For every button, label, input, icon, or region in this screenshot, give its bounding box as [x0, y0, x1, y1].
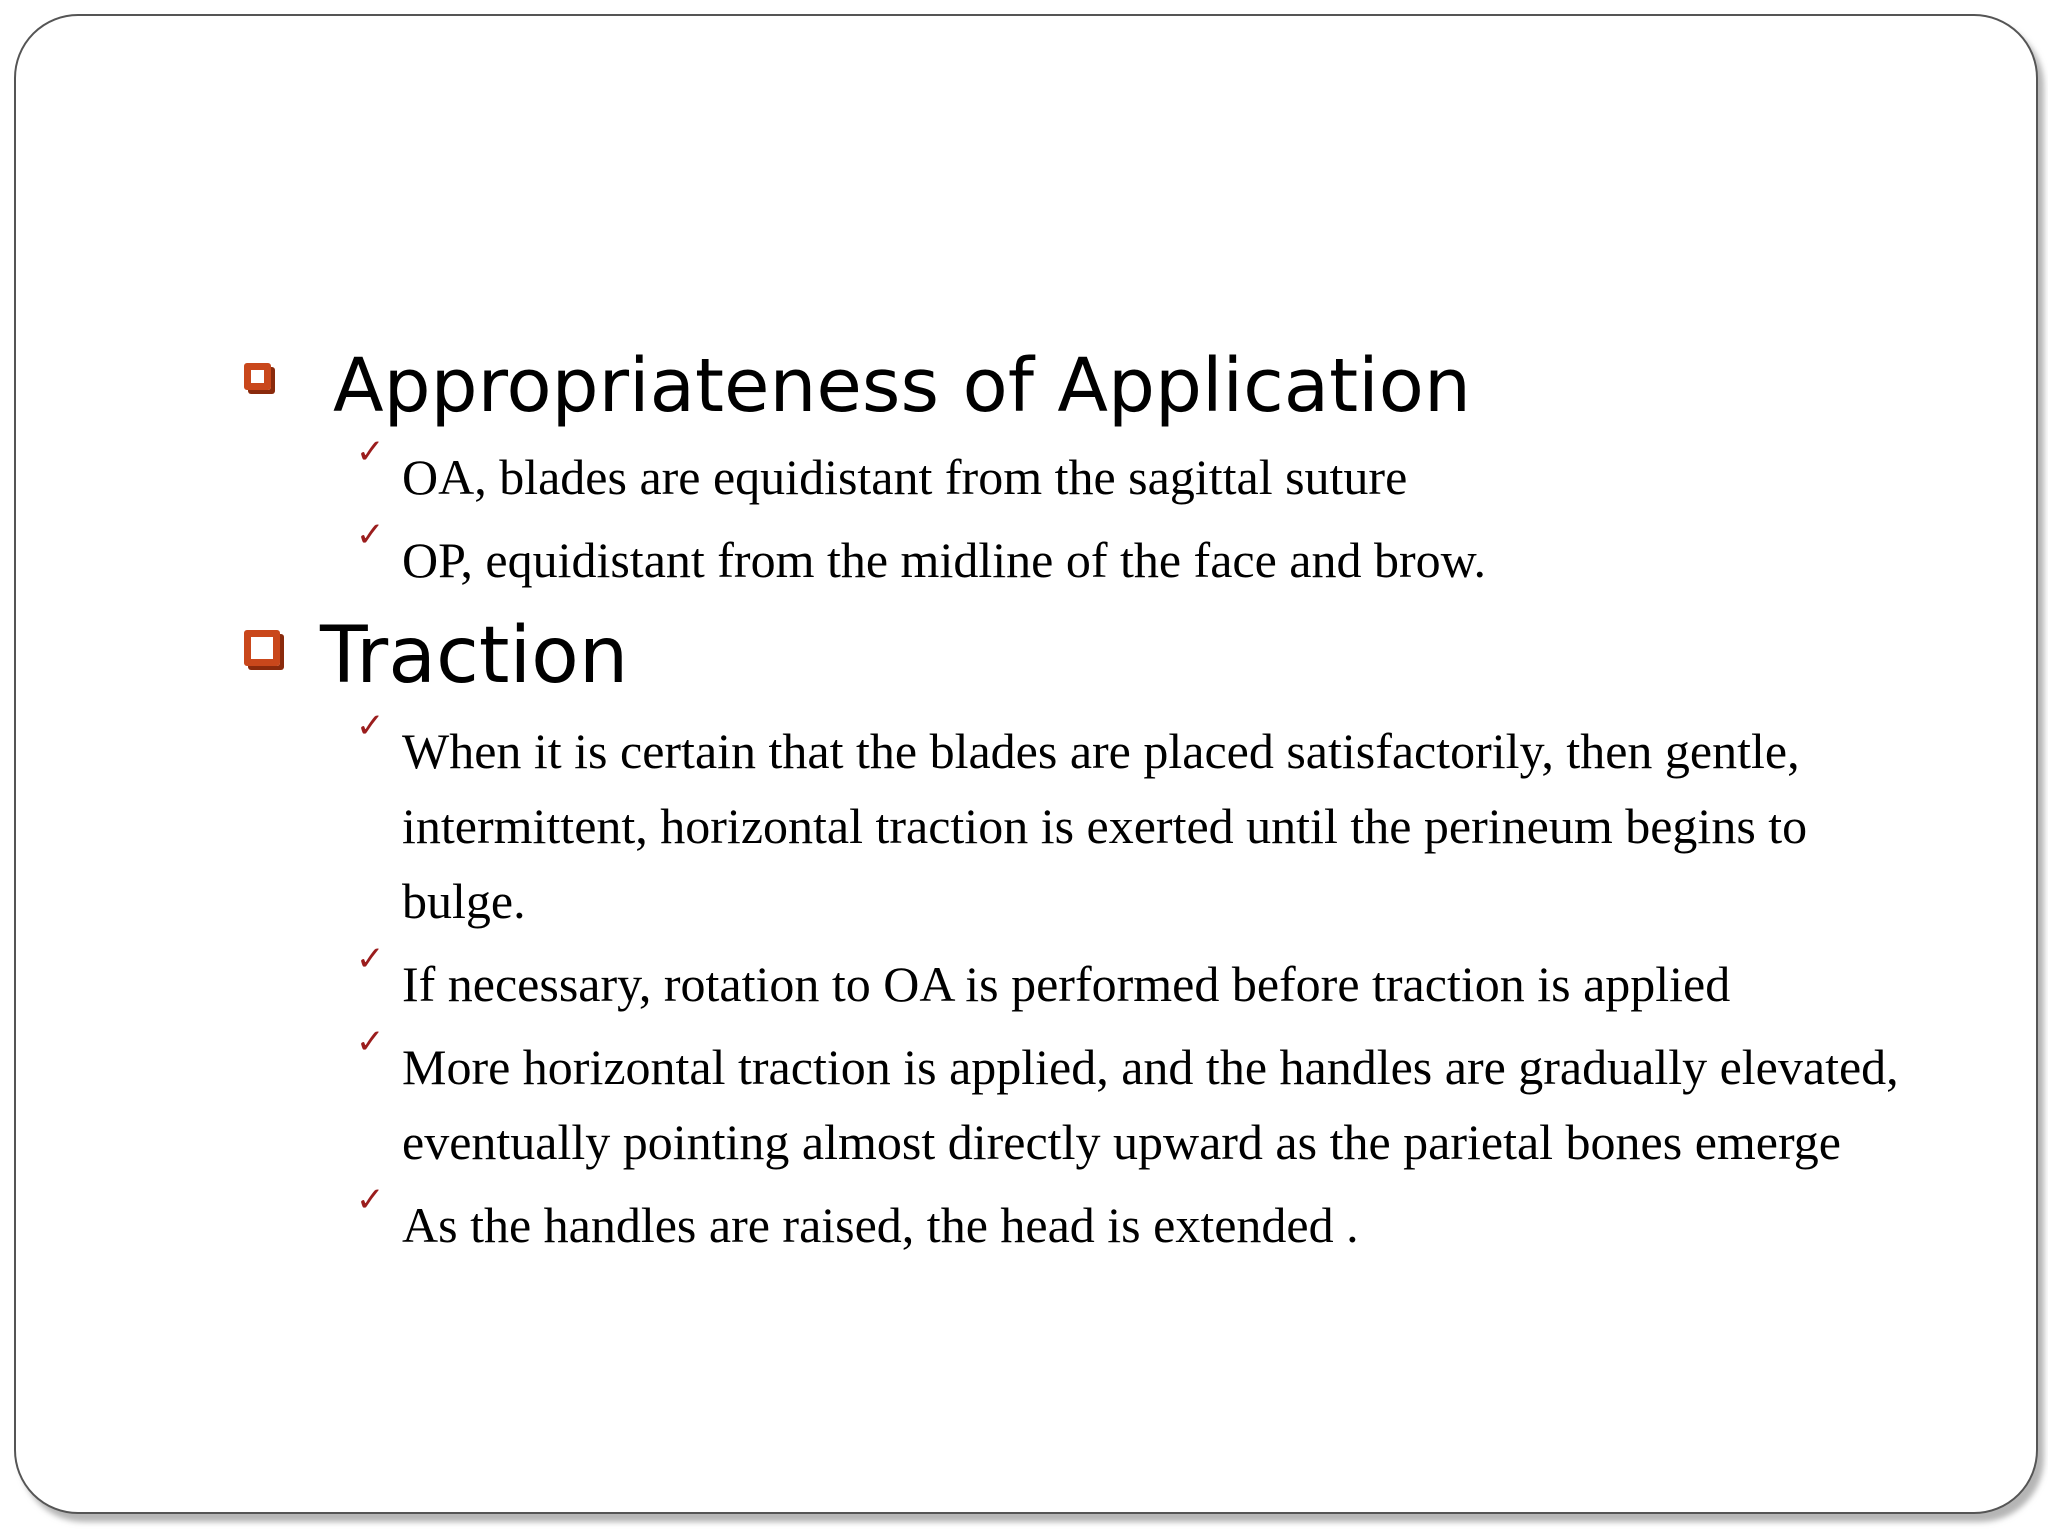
list-item [356, 515, 1916, 598]
checkmark-icon: ✓ [356, 1180, 385, 1220]
list-item [356, 939, 1916, 1022]
bullet-list-appropriateness [356, 432, 1916, 606]
section-heading-traction [244, 608, 628, 704]
checkmark-icon: ✓ [356, 432, 385, 472]
checkmark-icon: ✓ [356, 939, 385, 979]
square-bullet-icon [244, 363, 271, 390]
square-bullet-icon [244, 630, 280, 666]
checkmark-icon: ✓ [356, 706, 385, 746]
checkmark-icon: ✓ [356, 1022, 385, 1062]
list-item [356, 1022, 1916, 1180]
list-item-text: If necessary, rotation to OA is performed before traction is applied [402, 956, 1731, 1012]
list-item [356, 432, 1916, 515]
section-heading-text: Traction [320, 611, 629, 701]
list-item-text: OP, equidistant from the midline of the face and brow. [402, 532, 1486, 588]
section-heading-text: Appropriateness of Application [333, 343, 1471, 429]
list-item [356, 1180, 1916, 1263]
section-heading-appropriateness [244, 338, 1471, 434]
list-item [356, 706, 1916, 939]
checkmark-icon: ✓ [356, 515, 385, 555]
list-item-text: OA, blades are equidistant from the sagittal suture [402, 449, 1408, 505]
list-item-text: When it is certain that the blades are placed satisfactorily, then gentle, intermittent, horizontal traction is exerted until the perineum begins to bulge. [402, 723, 1808, 929]
list-item-text: As the handles are raised, the head is extended . [402, 1197, 1359, 1253]
list-item-text: More horizontal traction is applied, and the handles are gradually elevated, eventually pointing almost directly upward as the parietal bones emerge [402, 1039, 1899, 1170]
bullet-list-traction [356, 706, 1916, 1271]
